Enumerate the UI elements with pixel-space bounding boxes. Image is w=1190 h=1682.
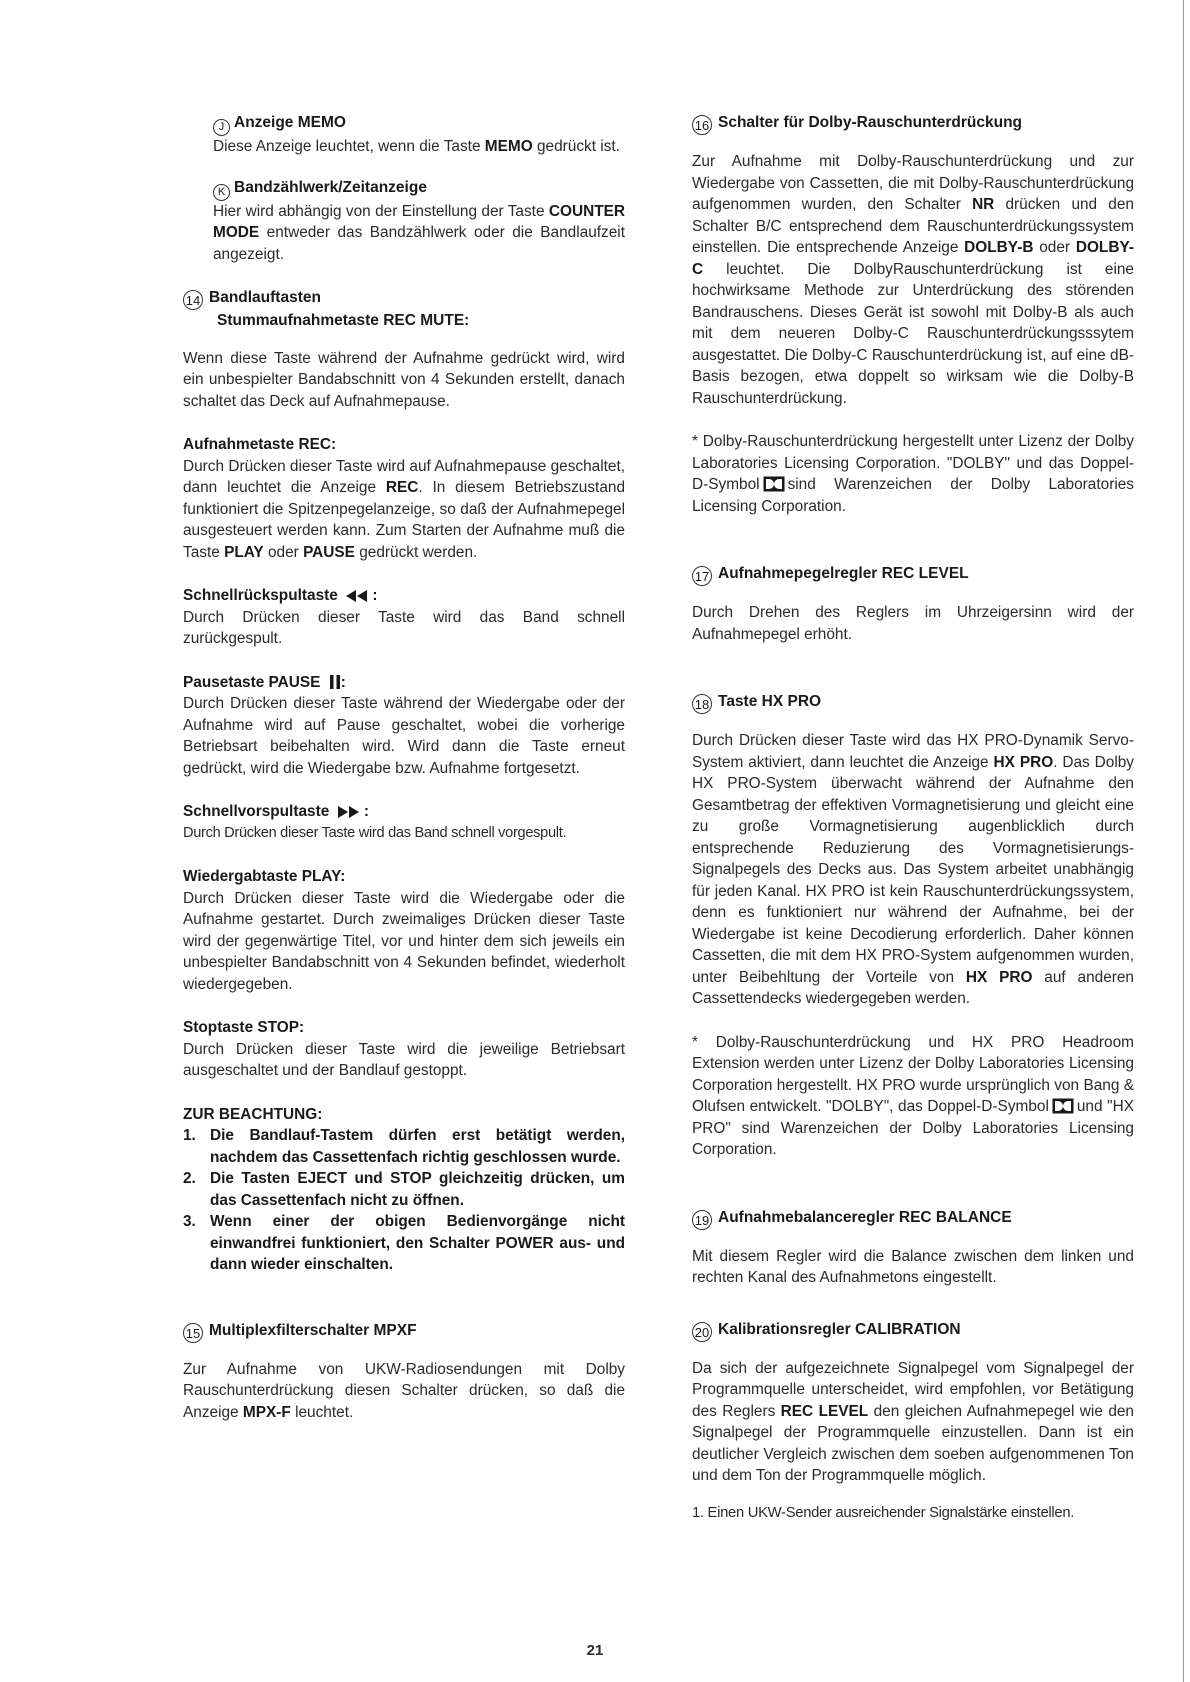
section-18-text: Durch Drücken dieser Taste wird das HX PRO-Dynamik Servo-System aktiviert, dann leuchtet die Anzeige HX PRO. Das Dolby HX PRO-System überwacht während der Aufnahme den Gesamtbetrag der effektiven Vormagnetisierung und gleicht eine zu große Vormagnetisierung augenblicklich durch entsprechende Reduzierung des Vormagnetisierungs-Signalpegels des Decks aus. Das System arbeitet unabhängig für jeden Kanal. HX PRO ist kein Rauschunterdrückungssystem, denn es funktioniert nur während der Aufnahme, bei der Wiedergabe ist keine Decodierung erforderlich. Daher können Cassetten, die mit dem HX PRO-System aufgenommen wurden, unter Beibehltung der Vorteile von HX PRO auf anderen Cassettendecks wiedergegeben werden. — [692, 732, 1135, 1007]
circled-number-17: 17 — [692, 566, 712, 586]
section-14-text: Wenn diese Taste während der Aufnahme gedrückt wird, wird ein unbespielter Bandabschnitt von 4 Sekunden erstellt, danach schaltet das Deck auf Aufnahmepause. — [183, 349, 625, 410]
section-20-heading: 20 Kalibrationsregler CALIBRATION — [692, 1319, 1134, 1342]
fast-forward-icon — [338, 806, 360, 818]
circled-letter-j: J — [213, 119, 230, 136]
page-number: 21 — [586, 1642, 604, 1659]
section-19 — [692, 1207, 1134, 1289]
circled-number-14: 14 — [183, 290, 203, 310]
circled-number-20: 20 — [692, 1322, 712, 1342]
section-14 — [183, 287, 625, 412]
forward-heading: Schnellvorspultaste : — [183, 803, 369, 820]
section-17-text: Durch Drehen des Reglers im Uhrzeigersinn wird der Aufnahmepegel erhöht. — [692, 604, 1134, 643]
page-edge-rule — [1183, 0, 1184, 1682]
counter-heading: K Bandzählwerk/Zeitanzeige — [213, 177, 625, 201]
counter-text: Hier wird abhängig von der Einstellung der Taste COUNTER MODE entweder das Bandzählwerk oder die Bandlaufzeit angezeigt. — [213, 202, 625, 263]
section-16-text: Zur Aufnahme mit Dolby-Rauschunterdrückung und zur Wiedergabe von Cassetten, die mit Dolby-Rauschunterdrückung aufgenommen wurden, den Schalter NR drücken und den Schalter B/C entsprechend dem Rauschunterdrückungssystem einstellen. Die entsprechende Anzeige DOLBY-B oder DOLBY-C leuchtet. Die DolbyRauschunterdrückung ist eine hochwirksame Methode zur Unterdrückung des störenden Bandrauschens. Dieses Gerät ist sowohl mit Dolby-B als auch mit dem neueren Dolby-C Rauschunterdrückungsssytem ausgestattet. Die Dolby-C Rauschunterdrückung ist, auf eine dB-Basis bezogen, etwa doppelt so wirksam wie die Dolby-B Rauschunterdrückung. — [692, 153, 1134, 407]
circled-number-18: 18 — [692, 694, 712, 714]
section-20-step: 1. Einen UKW-Sender ausreichender Signalstärke einstellen. — [692, 1504, 1075, 1521]
section-15-heading: 15 Multiplexfilterschalter MPXF — [183, 1320, 625, 1343]
section-memo — [183, 112, 625, 158]
section-20 — [692, 1319, 1134, 1525]
right-column — [692, 112, 1134, 1524]
note-item: 2. Die Tasten EJECT und STOP gleichzeitig drücken, um das Cassettenfach nicht zu öffnen. — [183, 1170, 625, 1209]
dolby-double-d-icon — [1052, 1098, 1074, 1114]
section-14-subheading: Stummaufnahmetaste REC MUTE: — [217, 312, 470, 329]
section-19-text: Mit diesem Regler wird die Balance zwischen dem linken und rechten Kanal des Aufnahmetons eingestellt. — [692, 1247, 1134, 1286]
section-counter — [183, 177, 625, 266]
left-column — [183, 112, 625, 1423]
section-17-heading: 17 Aufnahmepegelregler REC LEVEL — [692, 563, 1134, 586]
notes-block — [183, 1104, 625, 1276]
section-15 — [183, 1320, 625, 1424]
circled-number-16: 16 — [692, 115, 712, 135]
circled-number-19: 19 — [692, 1210, 712, 1230]
pause-text: Durch Drücken dieser Taste während der Wiedergabe oder der Aufnahme wird auf Pause geschaltet, wobei die vorherige Betriebsart beibehalten wird. Wird dann die Taste erneut gedrückt, wird die Wiedergabe bzw. Aufnahme fortgesetzt. — [183, 695, 625, 777]
rewind-heading: Schnellrückspultaste : — [183, 587, 378, 604]
section-16-heading: 16 Schalter für Dolby-Rauschunterdrückung — [692, 112, 1134, 135]
section-17 — [692, 563, 1134, 645]
section-15-text: Zur Aufnahme von UKW-Radiosendungen mit Dolby Rauschunterdrückung diesen Schalter drücken, so daß die Anzeige MPX-F leuchtet. — [183, 1360, 625, 1421]
note-item: 1. Die Bandlauf-Tastem dürfen erst betätigt werden, nachdem das Cassettenfach richtig geschlossen wurde. — [183, 1127, 625, 1166]
section-19-heading: 19 Aufnahmebalanceregler REC BALANCE — [692, 1207, 1134, 1230]
section-18-heading: 18 Taste HX PRO — [692, 691, 1134, 714]
stop-block — [183, 1017, 625, 1082]
stop-text: Durch Drücken dieser Taste wird die jeweilige Betriebsart ausgeschaltet und der Bandlauf gestoppt. — [183, 1040, 625, 1079]
pause-icon — [329, 675, 341, 689]
rewind-icon — [346, 590, 368, 602]
section-14-heading: 14 Bandlauftasten — [183, 287, 625, 310]
forward-text: Durch Drücken dieser Taste wird das Band schnell vorgespult. — [183, 824, 567, 841]
pause-block — [183, 672, 625, 780]
section-16-footnote: * Dolby-Rauschunterdrückung hergestellt unter Lizenz der Dolby Laboratories Licensing Corporation. "DOLBY" und das Doppel-D-Symbol sind Warenzeichen der Dolby Laboratories Licensing Corporation. — [692, 433, 1134, 515]
rewind-text: Durch Drücken dieser Taste wird das Band schnell zurückgespult. — [183, 608, 625, 647]
play-block — [183, 866, 625, 995]
section-16 — [692, 112, 1134, 517]
section-18 — [692, 691, 1134, 1161]
notes-heading: ZUR BEACHTUNG: — [183, 1105, 323, 1123]
memo-heading: J Anzeige MEMO — [213, 112, 625, 136]
rec-block — [183, 434, 625, 563]
play-text: Durch Drücken dieser Taste wird die Wiedergabe oder die Aufnahme gestartet. Durch zweimaliges Drücken dieser Taste wird der gegenwärtige Titel, vor und hinter dem sich jeweils ein unbespielter Bandabschnitt von 4 Sekunden befindet, wiederholt wiedergegeben. — [183, 889, 625, 993]
section-20-text: Da sich der aufgezeichnete Signalpegel vom Signalpegel der Programmquelle unterscheidet, wird empfohlen, vor Betätigung des Reglers REC LEVEL den gleichen Aufnahmepegel wie den Signalpegel der Programmquelle einzustellen. Dann ist ein deutlicher Vergleich zwischen dem soeben aufgenommenen Ton und dem Ton der Programmquelle möglich. — [692, 1359, 1134, 1484]
section-18-footnote: * Dolby-Rauschunterdrückung und HX PRO Headroom Extension werden unter Lizenz der Dolby Laboratories Licensing Corporation hergestellt. HX PRO wurde ursprünglich von Bang & Olufsen entwickelt. "DOLBY", das Doppel-D-Symbol und "HX PRO" sind Warenzeichen der Dolby Laboratories Licensing Corporation. — [692, 1033, 1134, 1158]
notes-list — [183, 1125, 625, 1276]
rec-heading: Aufnahmetaste REC: — [183, 436, 337, 453]
pause-heading: Pausetaste PAUSE : — [183, 673, 346, 691]
circled-letter-k: K — [213, 184, 230, 201]
memo-text: Diese Anzeige leuchtet, wenn die Taste MEMO gedrückt ist. — [213, 138, 620, 155]
forward-block — [183, 801, 625, 844]
dolby-double-d-icon — [763, 476, 785, 492]
rec-text: Durch Drücken dieser Taste wird auf Aufnahmepause geschaltet, dann leuchtet die Anzeige REC. In diesem Betriebszustand funktioniert die Spitzenpegelanzeige, so daß der Aufnahmepegel ausgesteuert werden kann. Zum Starten der Aufnahme muß die Taste PLAY oder PAUSE gedrückt werden. — [183, 457, 626, 561]
circled-number-15: 15 — [183, 1323, 203, 1343]
stop-heading: Stoptaste STOP: — [183, 1019, 305, 1036]
note-item: 3. Wenn einer der obigen Bedienvorgänge nicht einwandfrei funktioniert, den Schalter POWER aus- und dann wieder einschalten. — [183, 1213, 625, 1273]
play-heading: Wiedergabtaste PLAY: — [183, 868, 346, 885]
rewind-block — [183, 585, 625, 650]
